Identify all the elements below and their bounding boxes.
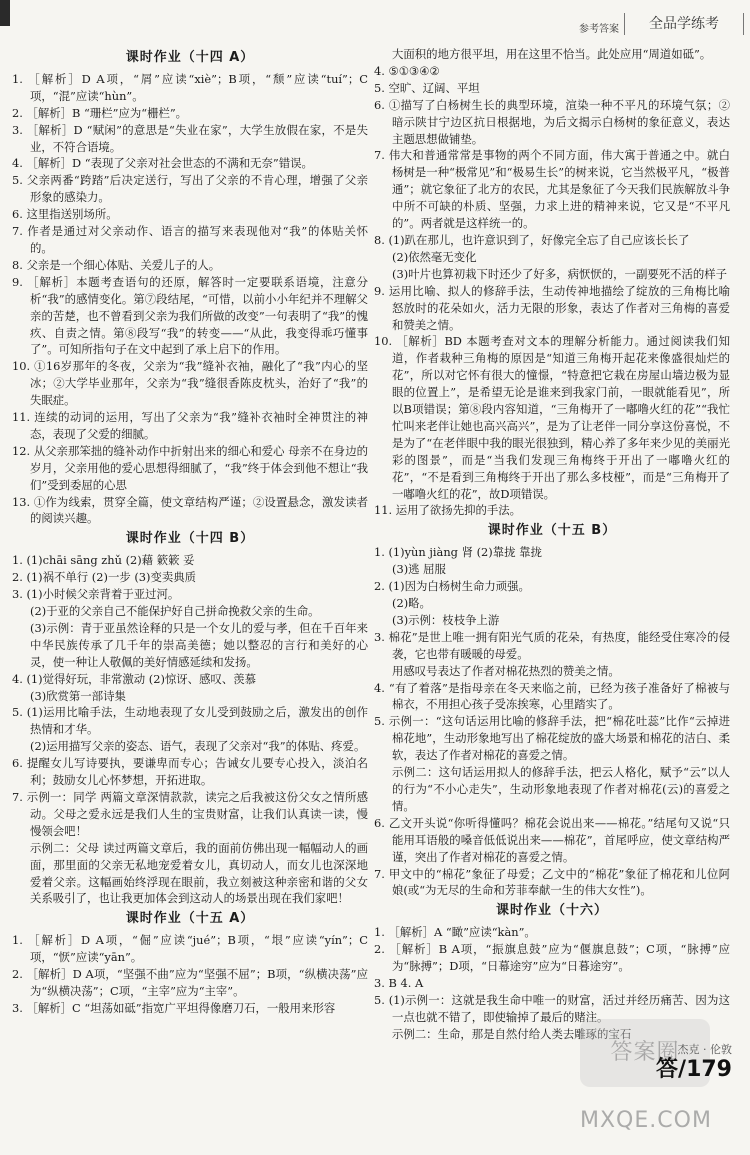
answer-line: 6. 提醒女儿写诗要执，要谦卑而专心；告诫女儿要专心投入，淡泊名利；鼓励女儿心怀梦想，开拓进取。 bbox=[12, 756, 368, 788]
answer-line: 3. B 4. A bbox=[374, 975, 424, 990]
answer-line: (3)示例：青于亚虽然诠释的只是一个女儿的爱与孝，但在千百年来中华民族传承了几千年的崇高美德；她以整忍的言行和美好的心灵，使一种让人敬佩的美好情感延续和发扬。 bbox=[30, 620, 368, 669]
answer-line: 2. (1)祸不单行 (2)一步 (3)变卖典质 bbox=[12, 570, 197, 585]
answer-line: 大面积的地方很平坦，用在这里不恰当。此处应用“周道如砥”。 bbox=[392, 47, 712, 61]
section-body bbox=[374, 544, 730, 899]
answer-line: (3)欣赏第一部诗集 bbox=[30, 688, 126, 703]
answer-line: (3)逃 屈服 bbox=[392, 562, 446, 577]
answer-line: 2. ［解析］B “珊栏”应为“栅栏”。 bbox=[12, 105, 188, 120]
answer-line: 5. (1)示例一：这就是我生命中唯一的财富，活过并经历痛苦、因为这一点也就不错了，即使输掉了最后的赌注。 bbox=[374, 992, 730, 1024]
answer-line: 4. (1)觉得好玩，非常激动 (2)惊讶、感叹、羡慕 bbox=[12, 671, 257, 686]
watermark: 答案圈 MXQE.COM bbox=[580, 1019, 710, 1087]
section-body bbox=[12, 552, 368, 907]
answer-line: 4. “有了着落”是指母亲在冬天来临之前，已经为孩子准备好了棉被与棉衣，不用担心孩子受冻挨寒，心里踏实了。 bbox=[374, 680, 730, 712]
answer-line: 11. 运用了欲扬先抑的手法。 bbox=[374, 503, 522, 518]
corner-mark bbox=[0, 0, 10, 26]
answer-line: (2)略。 bbox=[392, 596, 431, 610]
header-tag: 参考答案 bbox=[579, 24, 619, 35]
answer-line: 3. (1)小时候父亲背着于亚过河。 bbox=[12, 587, 180, 602]
answer-line: 1. (1)yùn jiàng 肾 (2)靠拢 靠拢 bbox=[374, 545, 542, 560]
answer-line: 8. 父亲是一个细心体贴、关爱儿子的人。 bbox=[12, 257, 221, 272]
answer-line: 11. 连续的动词的运用，写出了父亲为“我”缝补衣袖时全神贯注的神态，表现了父爱的细腻。 bbox=[12, 410, 368, 441]
answer-line: 3. ［解析］D “赋闲”的意思是“失业在家”，大学生放假在家，不是失业，不符合语境。 bbox=[12, 122, 368, 154]
answer-line: 示例二：父母 读过两篇文章后，我的面前仿佛出现一幅幅动人的画面，那里面的父亲无私地宠爱着女儿，真切动人，而女儿也深深地爱着父亲。这幅画始终浮现在眼前，我立刻被这种亲密和谐的父女关系吸引了，也让我更加体会到这动人的场景出现在我们家吧！ bbox=[30, 840, 368, 906]
right-column bbox=[374, 46, 730, 1043]
answer-line: 4. ⑤①③④② bbox=[374, 63, 440, 78]
answer-line: 3. ［解析］C “坦荡如砥”指宽广平坦得像磨刀石，一般用来形容 bbox=[12, 1000, 336, 1015]
answer-line: 2. ［解析］D A项，“坚强不曲”应为“坚强不屈”；B项，“纵横决荡”应为“纵横决荡”；C项，“主宰”应为“主宰”。 bbox=[12, 967, 368, 998]
answer-line: 2. (1)因为白杨树生命力顽强。 bbox=[374, 579, 530, 594]
section-body bbox=[374, 46, 730, 519]
page-number: 答/179 bbox=[656, 1057, 732, 1082]
section-title: 课时作业（十六） bbox=[495, 903, 608, 919]
left-column bbox=[12, 46, 368, 1017]
answer-line: 12. 从父亲那笨拙的缝补动作中折射出来的细心和爱心 母亲不在身边的岁月，父亲用他的爱心思想得细腻了，“我”终于体会到他不想让“我们”受到委屈的心思 bbox=[12, 443, 368, 492]
answer-line: 6. 这里指送别场所。 bbox=[12, 207, 118, 222]
section-title: 课时作业（十四 A） bbox=[125, 50, 255, 65]
answer-line: 1. ［解析］D A项，“屑”应读“xiè”；B项，“颓”应读“tuí”；C项，“混”应读“hùn”。 bbox=[12, 71, 368, 103]
answer-line: 9. ［解析］本题考查语句的还原，解答时一定要联系语境，注意分析“我”的感情变化。第⑦段结尾，“可惜，以前小小年纪并不理解父亲的苦楚，也不曾看到父亲为我们所做的改变”一句表明了“我”的愧疚、自责之情。第⑧段写“我”的转变——“从此，我变得乖巧懂事了”。可知所指句子在文中起到了承上启下的作用。 bbox=[12, 274, 368, 357]
answer-line: 10. ①16岁那年的冬夜，父亲为“我”缝补衣袖，融化了“我”内心的坚冰；②大学毕业那年，父亲为“我”缝很香陈皮枕头，治好了“我”的失眠症。 bbox=[12, 359, 368, 408]
answer-line: 6. 乙文开头说“你听得懂吗？棉花会说出来——棉花。”结尾句又说“只能用耳语般的嗓音低低说出来——棉花”，首尾呼应，使文章结构严谨，突出了作者对棉花的喜爱之情。 bbox=[374, 815, 730, 864]
answer-line: (2)于亚的父亲自己不能保护好自己拼命挽救父亲的生命。 bbox=[30, 604, 320, 618]
answer-line: 8. (1)趴在那儿，也许意识到了，好像完全忘了自己应该长长了 bbox=[374, 232, 690, 247]
answer-line: 5. 示例一：“这句话运用比喻的修辞手法，把“棉花吐蕊”比作“云掉进棉花地”，生动形象地写出了棉花绽放的盛大场景和棉花的洁白、柔软，表达了作者对棉花的喜爱之情。 bbox=[374, 714, 730, 763]
answer-line: 1. ［解析］A “瞰”应读“kàn”。 bbox=[374, 925, 536, 940]
answer-line: 3. 棉花”是世上唯一拥有阳光气质的花朵，有热度，能经受住寒冷的侵袭，它也带有暖暖的母爱。 bbox=[374, 629, 730, 661]
answer-line: 示例二：生命，那是自然付给人类去雕琢的宝石 bbox=[392, 1026, 632, 1041]
answer-line: 4. ［解析］D “表现了父亲对社会世态的不满和无奈”错误。 bbox=[12, 156, 313, 171]
answer-line: 6. ①描写了白杨树生长的典型环境，渲染一种不平凡的环境气氛；②暗示陕甘宁边区抗日根据地，为后文揭示白杨树的象征意义，表达主题思想做铺垫。 bbox=[374, 97, 730, 146]
footer-author: 杰克 · 伦敦 bbox=[677, 1043, 732, 1056]
section-title: 课时作业（十四 B） bbox=[125, 531, 255, 547]
section-title: 课时作业（十五 A） bbox=[125, 911, 255, 927]
answer-line: 13. ①作为线索，贯穿全篇，使文章结构严谨；②设置悬念，激发读者的阅读兴趣。 bbox=[12, 494, 368, 526]
answer-line: 9. 运用比喻、拟人的修辞手法，生动传神地描绘了绽放的三角梅比喻怒放时的花朵如火，活力无限的形象，表达了作者对三角梅的喜爱和赞美之情。 bbox=[374, 283, 730, 332]
answer-line: 2. ［解析］B A项，“振旗息鼓”应为“偃旗息鼓”；C项，“脉搏”应为“脉搏”；D项，“日幕途穷”应为“日暮途穷”。 bbox=[374, 942, 730, 974]
answer-line: 5. (1)运用比喻手法，生动地表现了女儿受到鼓励之后，激发出的创作热情和才华。 bbox=[12, 705, 368, 737]
answer-line: 1. (1)chāi sāng zhǔ (2)藉 簌簌 妥 bbox=[12, 553, 195, 568]
answer-line: 5. 空旷、辽阔、平坦 bbox=[374, 80, 480, 95]
answer-line: 7. 甲文中的“棉花”象征了母爱；乙文中的“棉花”象征了棉花和儿位阿娘(或“为无尽的生命和芳菲奉献一生的伟大女性”)。 bbox=[374, 866, 730, 898]
section-body bbox=[12, 71, 368, 527]
answer-line: 7. 伟大和普通常常是事物的两个不同方面，伟大寓于普通之中。就白杨树是一种“极常见”和“极易生长”的树来说，它当然极平凡，“极普通”；就它象征了北方的农民，尤其是象征了今天我们民族解放斗争中所不可缺的朴质、坚强，力求上进的精神来说，它又是“不平凡的”。两者就是这样统一的。 bbox=[374, 148, 730, 231]
answer-line: 10. ［解析］BD 本题考查对文本的理解分析能力。通过阅读我们知道，作者栽种三角梅的原因是“知道三角梅开起花来像盛很灿烂的花”，所以对它怀有很大的憧憬，“特意把它栽在房屋山墙边极为显眼的位置上”，是希望无论是谁来到我家门前，一眼就能看见”，所以B项错误；第⑧段内容知道，“三角梅开了一嘟噜火红的花”“我忙忙叫来老伴让她也高兴高兴”，是为了让老伴一同分享这份喜悦，不是为了“在老伴眼中我的眼光很独到，精心养了多年来少见的美丽光彩的图景”，而是“当我们发现三角梅终于开出了一嘟噜火红的花”，“不是看到三角梅终于开出了那么多枝桠”，而是“三角梅开了一嘟噜火红的花”，故D项错误。 bbox=[374, 334, 730, 501]
answer-line: (3)叶片也算初栽下时还少了好多，病恹恹的，一副要死不活的样子 bbox=[392, 266, 728, 281]
page-header bbox=[0, 0, 750, 36]
answer-line: 5. 父亲两番“跨踏”后决定送行，写出了父亲的不肯心理，增强了父亲形象的感染力。 bbox=[12, 173, 368, 205]
section-title: 课时作业（十五 B） bbox=[487, 523, 617, 539]
answer-line: (3)示例：枝枝争上游 bbox=[392, 612, 500, 627]
brand-title: 全品学练考 bbox=[624, 13, 744, 35]
answer-line: (2)依然毫无变化 bbox=[392, 249, 477, 264]
answer-line: 7. 作者是通过对父亲动作、语言的描写来表现他对“我”的体贴关怀的。 bbox=[12, 224, 368, 255]
answer-line: 用感叹号表达了作者对棉花热烈的赞美之情。 bbox=[392, 663, 620, 678]
answer-line: (2)运用描写父亲的姿态、语气，表现了父亲对“我”的体贴、疼爱。 bbox=[30, 739, 366, 754]
answer-line: 1. ［解析］D A项，“倔”应读“jué”；B项，“垠”应读“yín”；C项，“恹”应读“yān”。 bbox=[12, 933, 368, 965]
section-body bbox=[12, 932, 368, 1017]
answer-line: 7. 示例一：同学 两篇文章深情款款，读完之后我被这份父女之情所感动。父母之爱永远是我们人生的宝贵财富，让我们认真读一读，慢慢领会吧！ bbox=[12, 789, 368, 838]
answer-line: 示例二：这句话运用拟人的修辞手法，把云人格化，赋予“云”以人的行为“不小心走失”，生动形象地表现了作者对棉花(云)的喜爱之情。 bbox=[392, 765, 730, 813]
